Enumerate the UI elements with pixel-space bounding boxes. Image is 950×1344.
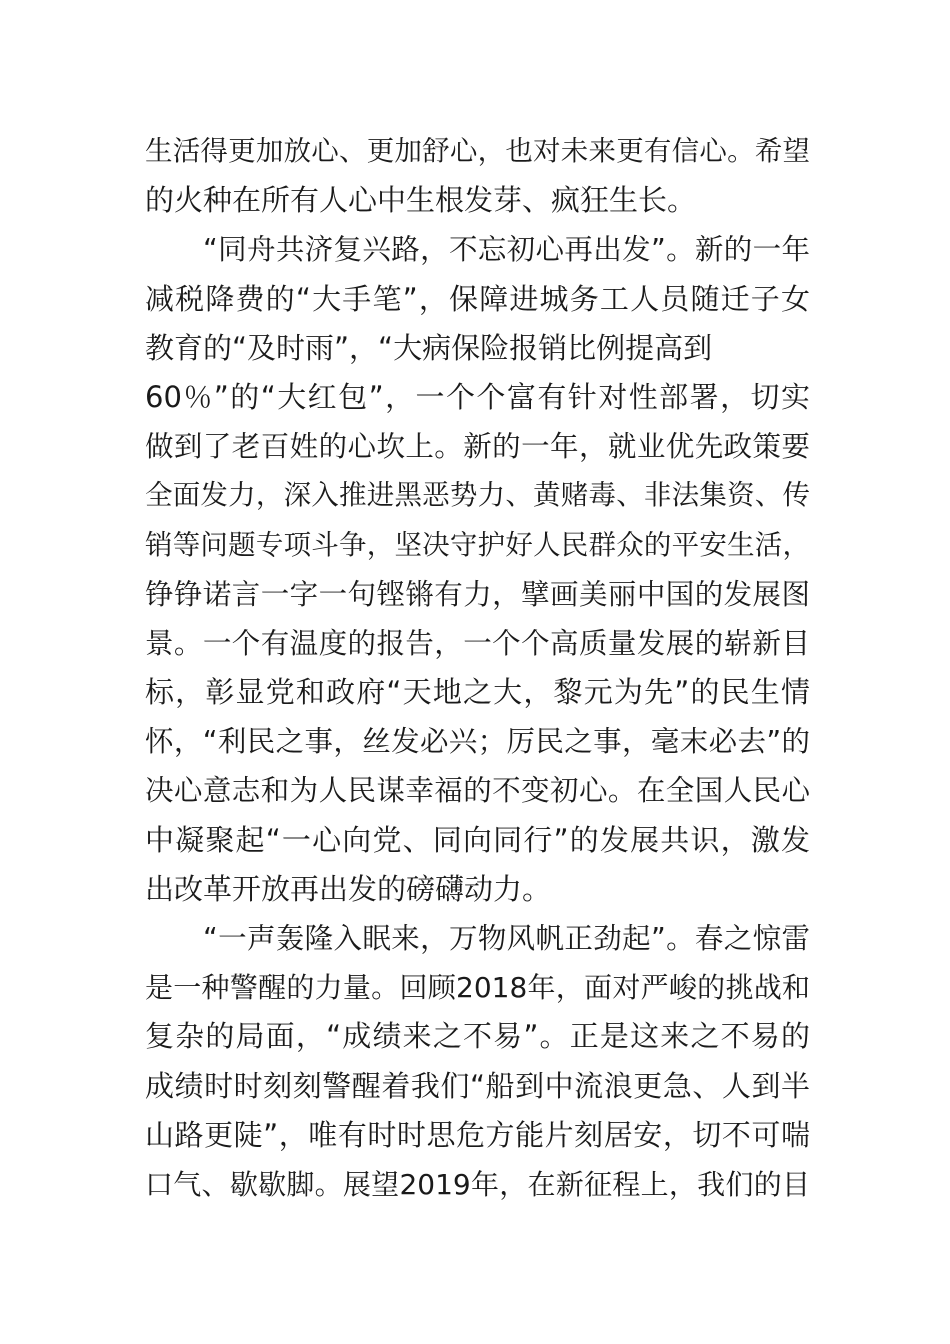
- text-line: 做到了老百姓的心坎上。新的一年，就业优先政策要: [145, 430, 810, 464]
- text-line: 是一种警醒的力量。回顾2018年，面对严峻的挑战和: [145, 971, 810, 1005]
- text-line: 全面发力，深入推进黑恶势力、黄赌毒、非法集资、传: [145, 479, 810, 512]
- text-line: 山路更陡”，唯有时时思危方能片刻居安，切不可喘: [145, 1117, 810, 1152]
- text-line: 怀，“利民之事，丝发必兴；厉民之事，毫末必去”的: [145, 725, 810, 759]
- text-line: 铮铮诺言一字一句铿锵有力，擘画美丽中国的发展图: [145, 577, 810, 611]
- text-line: 出改革开放再出发的磅礴动力。: [145, 871, 552, 906]
- text-line: 的火种在所有人心中生根发芽、疯狂生长。: [145, 183, 697, 218]
- text-line: 减税降费的“大手笔”，保障进城务工人员随迁子女: [145, 281, 810, 316]
- body-text: [145, 127, 810, 1209]
- text-line: 销等问题专项斗争，坚决守护好人民群众的平安生活，: [145, 528, 810, 561]
- text-line: 成绩时时刻刻警醒着我们“船到中流浪更急、人到半: [145, 1068, 810, 1103]
- text-line: 决心意志和为人民谋幸福的不变初心。在全国人民心: [145, 774, 810, 808]
- paragraph-first-line: “同舟共济复兴路，不忘初心再出发”。新的一年: [203, 233, 810, 267]
- text-line: 中凝聚起“一心向党、同向同行”的发展共识，激发: [145, 822, 810, 857]
- text-line: 复杂的局面，“成绩来之不易”。正是这来之不易的: [145, 1019, 810, 1054]
- text-line: 教育的“及时雨”，“大病保险报销比例提高到: [145, 330, 713, 365]
- text-line: 生活得更加放心、更加舒心，也对未来更有信心。希望: [145, 135, 810, 167]
- text-line: 景。一个有温度的报告，一个个高质量发展的崭新目: [145, 626, 810, 660]
- text-line: 60％”的“大红包”，一个个富有针对性部署，切实: [145, 379, 810, 414]
- text-line: 标，彰显党和政府“天地之大，黎元为先”的民生情: [145, 675, 810, 710]
- paragraph-first-line: “一声轰隆入眠来，万物风帆正劲起”。春之惊雷: [203, 922, 810, 955]
- text-line: 口气、歇歇脚。展望2019年，在新征程上，我们的目: [145, 1167, 810, 1201]
